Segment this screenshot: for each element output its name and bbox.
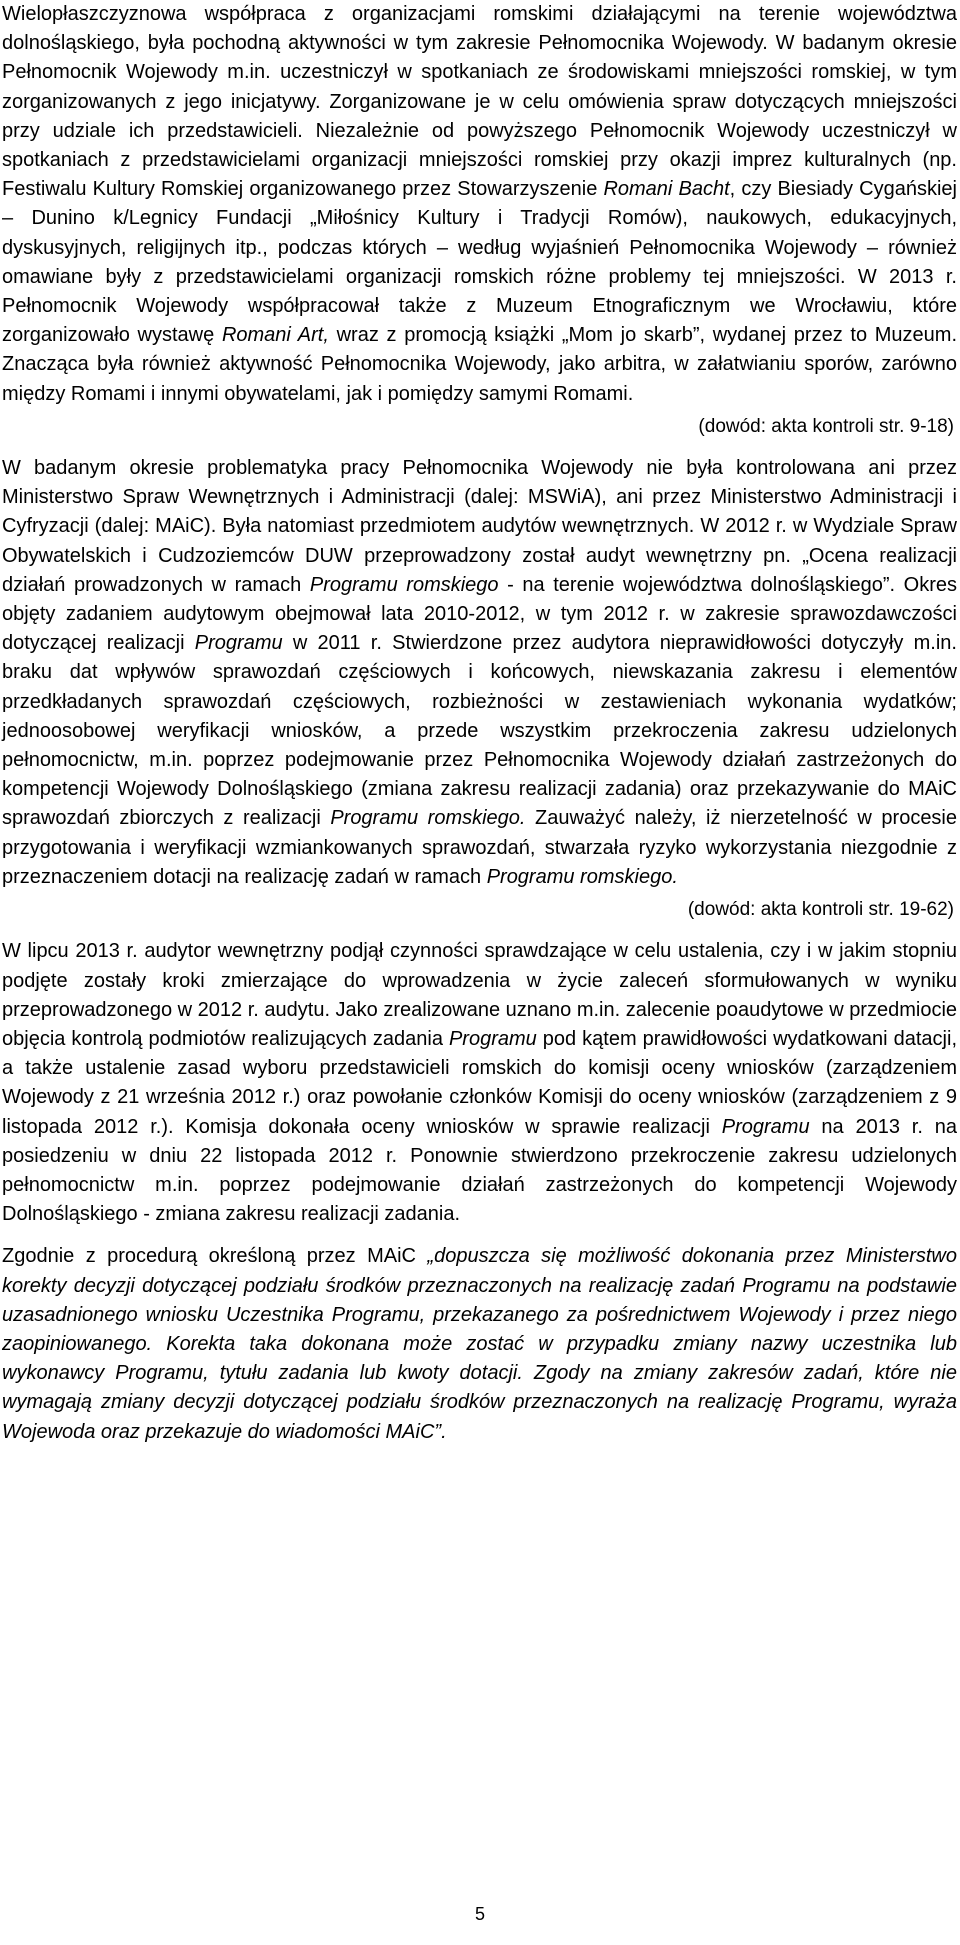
text-run: Wielopłaszczyznowa współpraca z organizacjami romskimi działającymi na terenie województwa dolnośląskiego, była pochodną aktywności w tym zakresie Pełnomocnika Wojewody. W badanym okresie Pełnomocnik Wojewody m.in. uczestniczył w spotkaniach ze środowiskami mniejszości romskiej, w tym zorganizowanych z jego inicjatywy. Zorganizowane je w celu omówienia spraw dotyczących mniejszości przy udziale ich przedstawicieli. Niezależnie od powyższego Pełnomocnik Wojewody uczestniczył w spotkaniach z przedstawicielami organizacji mniejszości romskiej przy okazji imprez kulturalnych (np. Festiwalu Kultury Romskiej organizowanego przez Stowarzyszenie [2,3,957,201]
text-run: pod kątem prawidłowości wydatkowani datacji, a także ustalenie zasad wyboru przedstawicieli romskich do komisji oceny wniosków (zarządzeniem Wojewody z 21 września 2012 r.) oraz powołanie członków Komisji do oceny wniosków (zarządzeniem z 9 listopada 2012 r.). Komisja dokonała oceny wniosków w sprawie realizacji [2,1027,957,1138]
italic-quote: „dopuszcza się możliwość dokonania przez Ministerstwo korekty decyzji dotyczącej podziału środków przeznaczonych na realizację zadań Programu na podstawie uzasadnionego wniosku Uczestnika Programu, przekazanego za pośrednictwem Wojewody i przez niego zaopiniowanego. Korekta taka dokonana może zostać w przypadku zmiany nazwy uczestnika lub wykonawcy Programu, tytułu zadania lub kwoty dotacji. Zgody na zmiany zakresów zadań, które nie wymagają zmiany decyzji dotyczącej podziału środków przeznaczonych na realizację Programu, wyraża Wojewoda oraz przekazuje do wiadomości MAiC”. [2,1245,957,1443]
italic-run: Programu [194,632,283,655]
text-run: - na terenie województwa dolnośląskiego”. Okres objęty zadaniem audytowym obejmował lata 2010-2012, w tym 2012 r. w zakresie sprawozdawczości dotyczącej realizacji [2,573,958,655]
text-run: w 2011 r. Stwierdzone przez audytora nieprawidłowości dotyczyły m.in. braku dat wpływów sprawozdań częściowych i końcowych, niewskazania zakresu i elementów przedkładanych sprawozdań częściowych, rozbieżności w zestawieniach wykonania wydatków; jednoosobowej weryfikacji wniosków, a przede wszystkim przekroczenia zakresu udzielonych pełnomocnictw, m.in. poprzez podejmowanie przez Pełnomocnika Wojewody działań zastrzeżonych do kompetencji Wojewody Dolnośląskiego (zmiana zakresu realizacji zadania) oraz przekazywanie do MAiC sprawozdań zbiorczych z realizacji [2,632,957,830]
text-run: Zauważyć należy, iż nierzetelność w procesie przygotowania i weryfikacji wzmiankowanych sprawozdań, stwarzała ryzyko wykorzystania niezgodnie z przeznaczeniem dotacji na realizację zadań w ramach [2,807,958,888]
italic-run: Programu romskiego. [486,865,678,888]
paragraph-cooperation [2,0,957,409]
italic-run: Programu romskiego [309,573,499,596]
italic-run: Romani Bacht [603,178,730,201]
evidence-citation: (dowód: akta kontroli str. 9-18) [698,415,954,437]
text-run: na 2013 r. na posiedzeniu w dniu 22 listopada 2012 r. Ponownie stwierdzono przekroczenie zakresu udzielonych pełnomocnictw m.in. poprzez podejmowanie działań zastrzeżonych do kompetencji Wojewody Dolnośląskiego - zmiana zakresu realizacji zadania. [2,1115,957,1226]
italic-run: Programu romskiego. [330,807,526,830]
text-run: , czy Biesiady Cygańskiej – Dunino k/Legnicy Fundacji „Miłośnicy Kultury i Tradycji Romów), naukowych, edukacyjnych, dyskusyjnych, religijnych itp., podczas których – według wyjaśnień Pełnomocnika Wojewody – również omawiane były z przedstawicielami organizacji romskich różne problemy tej mniejszości. W 2013 r. Pełnomocnik Wojewody współpracował także z Muzeum Etnograficznym we Wrocławiu, które zorganizowało wystawę [2,178,957,347]
text-run: W lipcu 2013 r. audytor wewnętrzny podjął czynności sprawdzające w celu ustalenia, czy i w jakim stopniu podjęte zostały kroki zmierzające do wprowadzenia w życie zaleceń sformułowanych w wyniku przeprowadzonego w 2012 r. audytu. Jako zrealizowane uznano m.in. zalecenie poaudytowe w przedmiocie objęcia kontrolą podmiotów realizujących zadania [2,940,958,1050]
text-run: W badanym okresie problematyka pracy Pełnomocnika Wojewody nie była kontrolowana ani przez Ministerstwo Spraw Wewnętrznych i Administracji (dalej: MSWiA), ani przez Ministerstwo Administracji i Cyfryzacji (dalej: MAiC). Była natomiast przedmiotem audytów wewnętrznych. W 2012 r. w Wydziale Spraw Obywatelskich i Cudzoziemców DUW przeprowadzony został audyt wewnętrzny pn. „Ocena realizacji działań prowadzonych w ramach [2,457,957,596]
paragraph-audits [2,454,957,892]
italic-run: Programu [448,1027,537,1050]
paragraph-procedure [2,1242,957,1446]
evidence-citation: (dowód: akta kontroli str. 19-62) [687,899,954,921]
paragraph-followup-audit [2,937,957,1229]
text-run: Zgodnie z procedurą określoną przez MAiC [2,1245,428,1268]
italic-run: Romani Art, [221,324,329,347]
page-number: 5 [474,1904,485,1924]
text-run: wraz z promocją książki „Mom jo skarb”, wydanej przez to Muzeum. Znacząca była również aktywność Pełnomocnika Wojewody, jako arbitra, w załatwianiu sporów, zarówno między Romami i innymi obywatelami, jak i pomiędzy samymi Romami. [2,324,958,405]
italic-run: Programu [721,1115,810,1138]
